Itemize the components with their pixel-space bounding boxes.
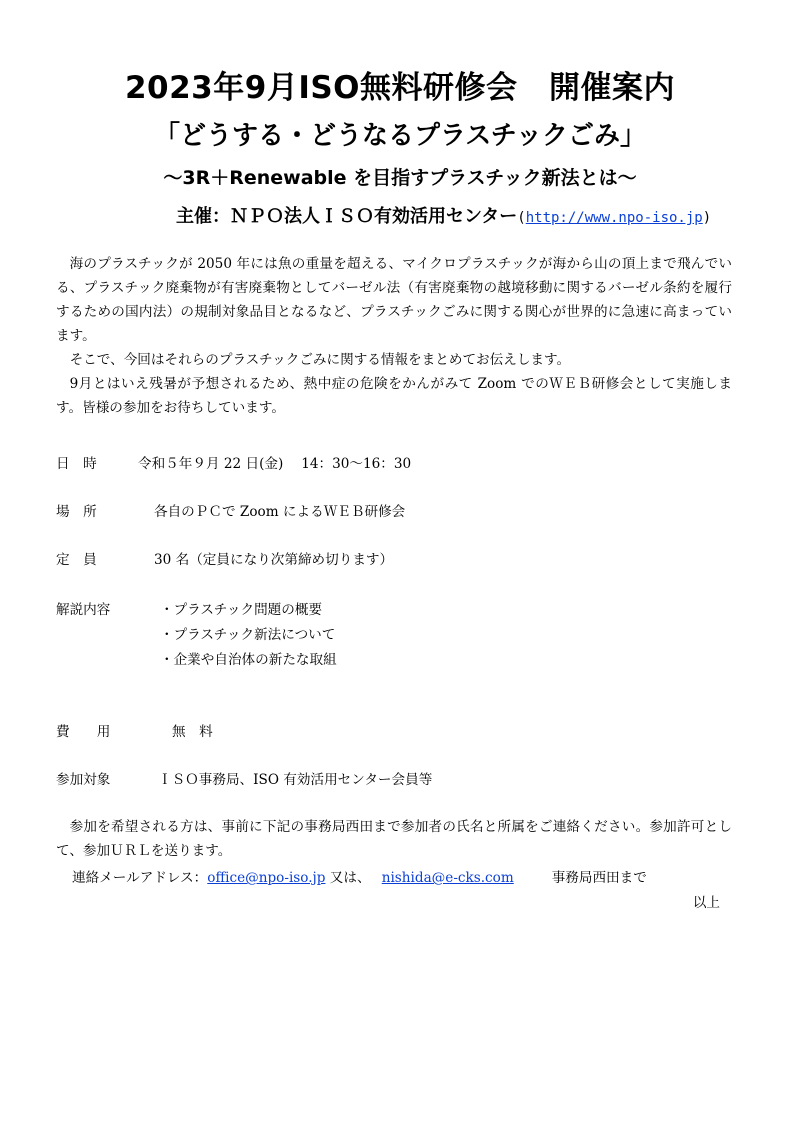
contact-suffix: 事務局西田まで [551, 870, 647, 886]
content-label: 解説内容 [56, 602, 111, 618]
datetime-label: 日 時 [56, 456, 97, 472]
organizer-paren-close: ) [702, 210, 712, 226]
content-item: ・プラスチック問題の概要 [160, 602, 323, 618]
closing-paragraph: 参加を希望される方は、事前に下記の事務局西田まで参加者の氏名と所属をご連絡ください。参加許可として、参加ＵＲＬを送ります。 [56, 819, 732, 859]
email-link-nishida[interactable]: nishida@e-cks.com [381, 870, 514, 886]
organizer-url-link[interactable]: http://www.npo-iso.jp [525, 210, 703, 226]
target-label: 参加対象 [56, 772, 111, 788]
target-value: ＩＳＯ事務局、ISO 有効活用センター会員等 [158, 772, 433, 788]
intro-paragraph-2: そこで、今回はそれらのプラスチックごみに関する情報をまとめてお伝えします。 [69, 352, 571, 368]
intro-section [56, 252, 732, 420]
page-title: 2023年9月ISO無料研修会 開催案内 [124, 70, 676, 106]
email-link-office[interactable]: office@npo-iso.jp [207, 870, 326, 886]
intro-paragraph-1: 海のプラスチックが 2050 年には魚の重量を超える、マイクロプラスチックが海から山の頂上まで飛んでいる、プラスチック廃棄物が有害廃棄物としてバーゼル法（有害廃棄物の越境移動に関するバーゼル条約を履行するための国内法）の規制対象品目となるなど、プラスチックごみに関する関心が世界的に急速に高まっています。 [56, 256, 732, 344]
fee-value: 無 料 [172, 724, 213, 740]
end-mark: 以上 [692, 895, 720, 911]
intro-paragraph-3: 9月とはいえ残暑が予想されるため、熱中症の危険をかんがみて Zoom でのＷＥＢ研修会として実施します。皆様の参加をお待ちしています。 [56, 376, 732, 416]
page-subtitle: 「どうする・どうなるプラスチックごみ」 [154, 121, 646, 151]
content-item: ・企業や自治体の新たな取組 [160, 652, 337, 668]
capacity-label: 定 員 [56, 552, 97, 568]
organizer-label: 主催：ＮＰＯ法人ＩＳＯ有効活用センター [176, 206, 518, 227]
datetime-value: 令和５年９月 22 日(金) 14：30～16：30 [138, 456, 412, 472]
contact-mid: 又は、 [329, 870, 364, 886]
venue-label: 場 所 [56, 504, 97, 520]
page-tagline: ～3R＋Renewable を目指すプラスチック新法とは～ [163, 167, 637, 189]
venue-value: 各自のＰＣで Zoom によるＷＥＢ研修会 [154, 504, 406, 520]
contact-line [72, 866, 647, 886]
fee-label: 費 用 [56, 724, 111, 740]
capacity-value: 30 名（定員になり次第締め切ります） [154, 552, 394, 568]
organizer-paren-open: ( [517, 210, 526, 226]
closing-section [56, 815, 732, 863]
organizer-line [176, 202, 711, 228]
contact-prefix: 連絡メールアドレス： [72, 870, 208, 886]
content-item: ・プラスチック新法について [160, 627, 336, 643]
